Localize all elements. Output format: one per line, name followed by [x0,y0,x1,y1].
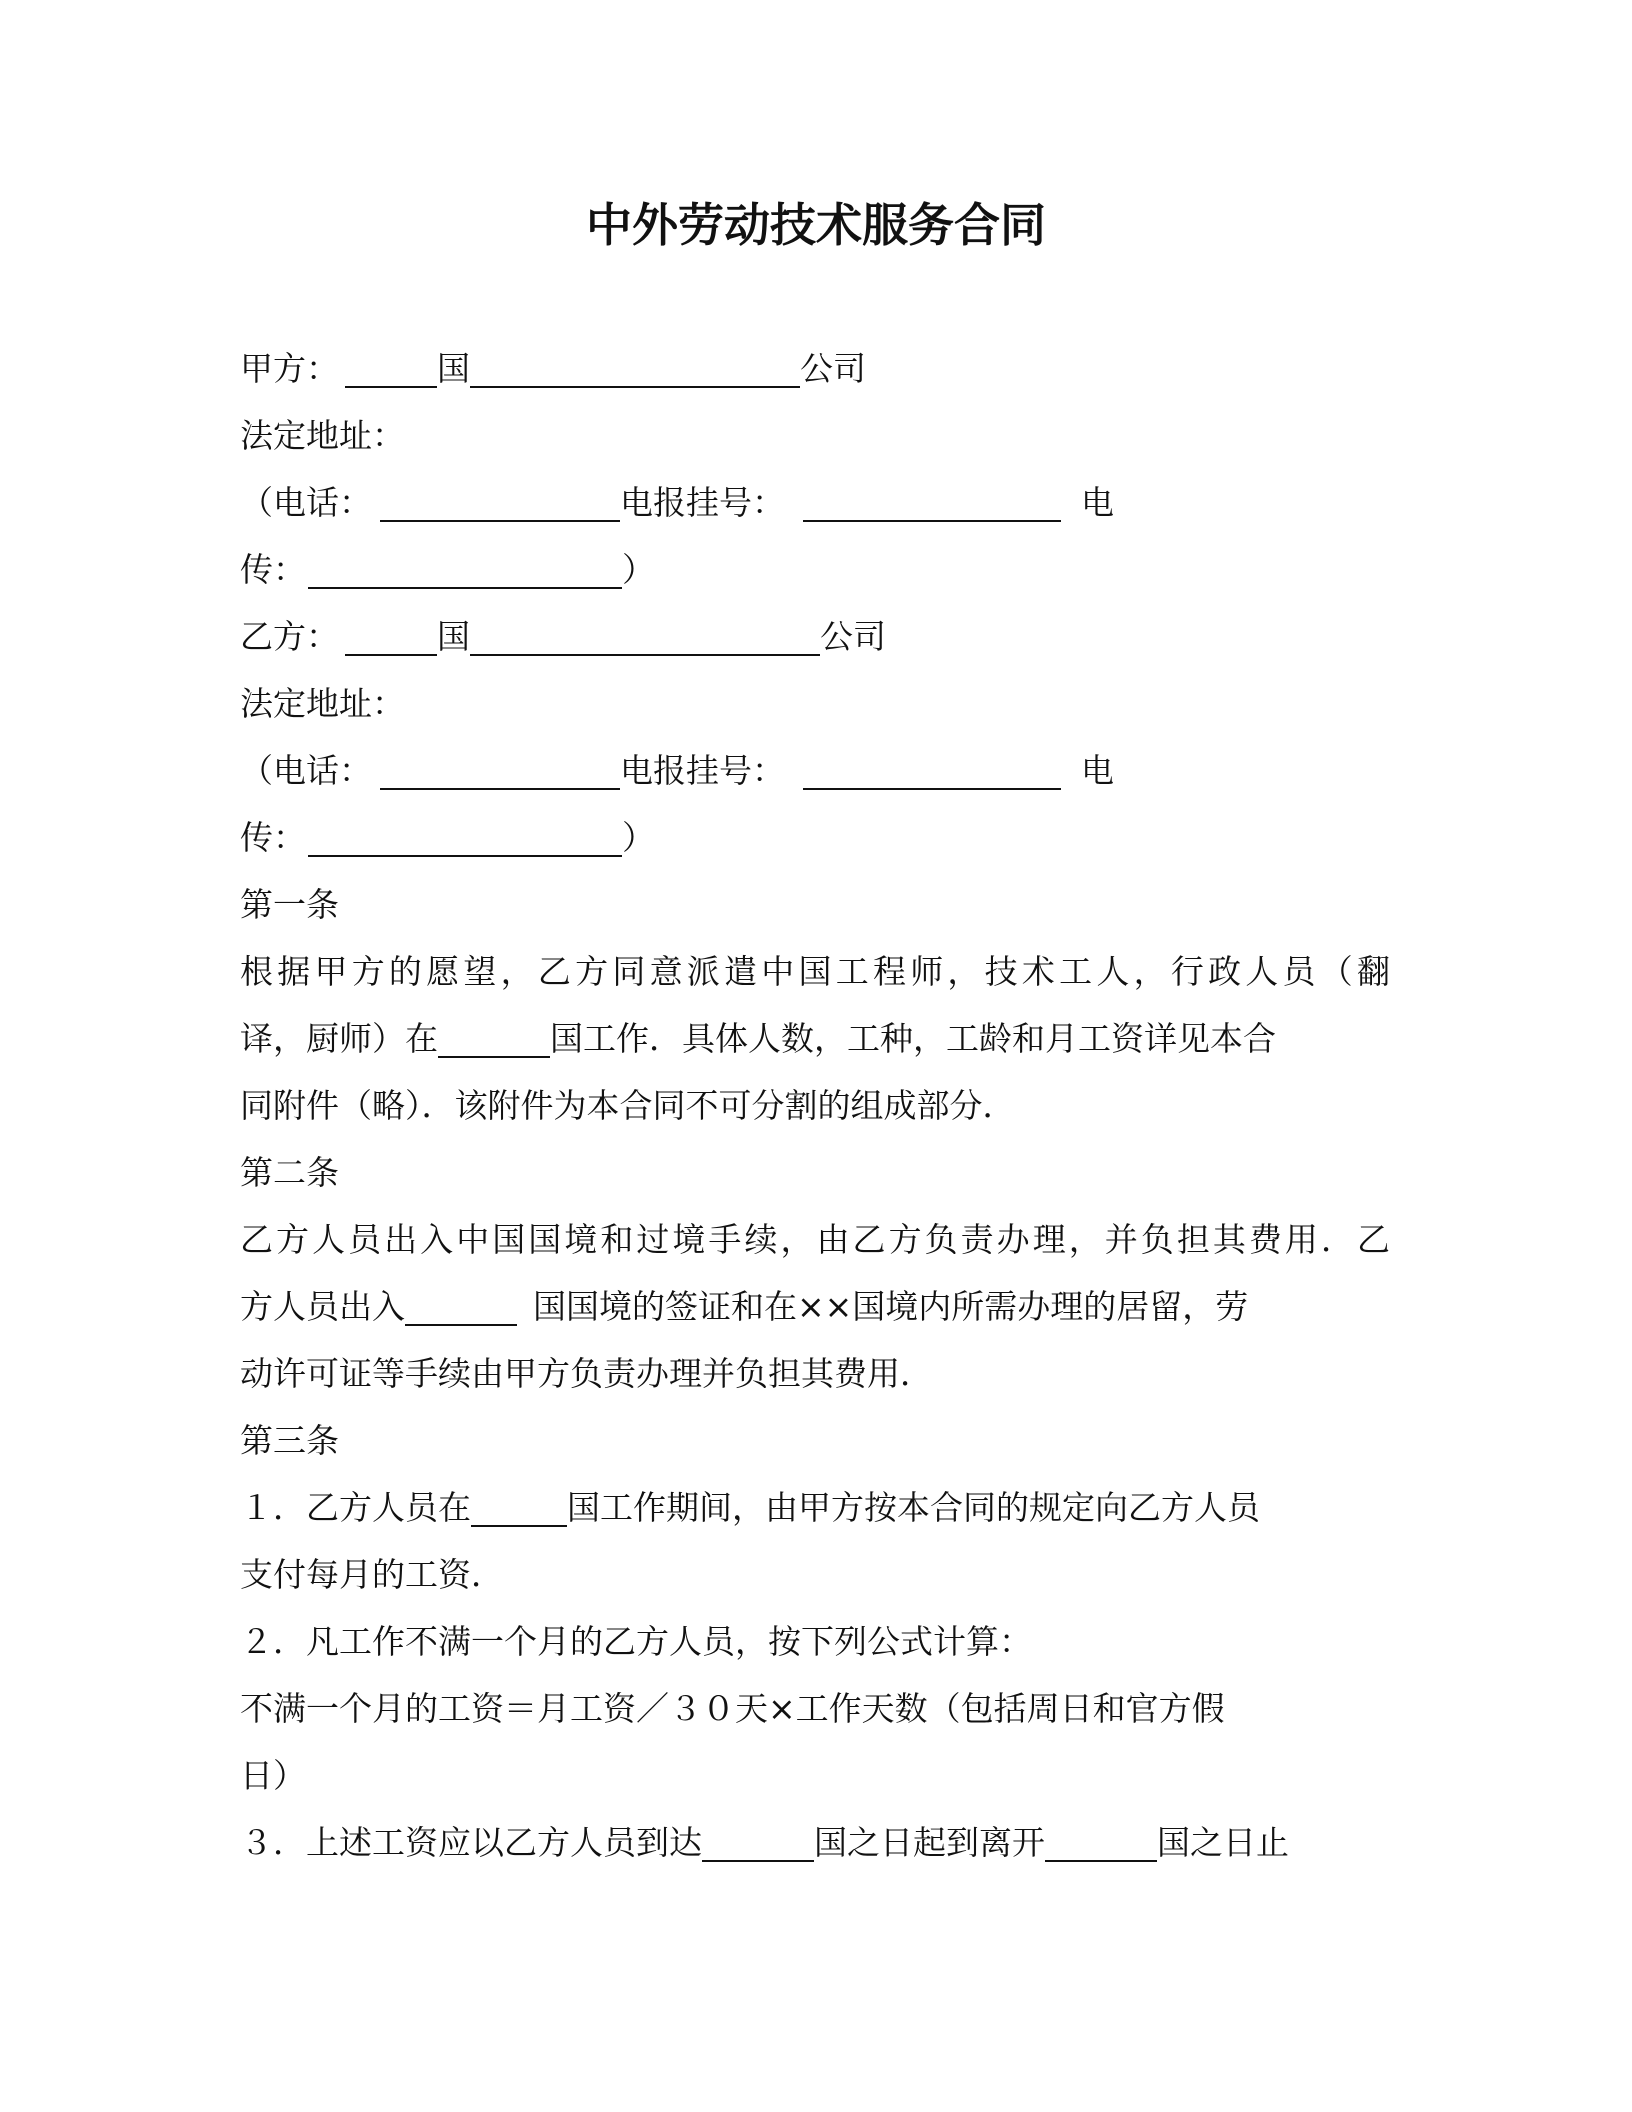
party-a-phone-blank [380,476,620,522]
party-b-company-blank [470,610,820,656]
article3-item3 [240,1809,1390,1876]
party-a-label: 甲方： [240,349,339,388]
article3-item2-line2: 不满一个月的工资＝月工资／３０天×工作天数（包括周日和官方假 [240,1689,1225,1728]
party-a-address-line [240,402,1390,469]
article3-item2-line3: 日） [240,1756,306,1795]
article3-item1-line2: 支付每月的工资． [240,1555,504,1594]
party-a-contact-line [240,469,1390,536]
party-a-fax-label-part2: 传： [240,550,306,589]
document-title: 中外劳动技术服务合同 [586,198,1046,252]
party-a-company-suffix: 公司 [800,349,866,388]
party-a-country-suffix: 国 [437,349,470,388]
party-a-company-blank [470,342,800,388]
party-b-name-line [240,603,1390,670]
article3-heading: 第三条 [240,1421,339,1460]
party-a-country-blank [345,342,437,388]
party-b-telegraph-label: 电报挂号： [620,751,785,790]
article1-line3: 同附件（略）．该附件为本合同不可分割的组成部分． [240,1086,1016,1125]
article3-item3-leave-blank [1045,1816,1157,1862]
article2-line2-post: 国国境的签证和在××国境内所需办理的居留，劳 [533,1287,1249,1326]
party-b-contact-line [240,737,1390,804]
party-b-country-blank [345,610,437,656]
party-b-address-label: 法定地址： [240,684,405,723]
party-a-telegraph-label: 电报挂号： [620,483,785,522]
article2-line2-pre: 方人员出入 [240,1287,405,1326]
article2-heading: 第二条 [240,1153,339,1192]
party-a-name-line [240,335,1390,402]
party-b-country-suffix: 国 [437,617,470,656]
party-b-label: 乙方： [240,617,339,656]
party-b-telegraph-blank [803,744,1061,790]
article3-item1 [240,1474,1390,1541]
article1-heading: 第一条 [240,885,339,924]
party-a-telegraph-blank [803,476,1061,522]
article2-line2 [240,1273,1390,1340]
article1-line1: 根据甲方的愿望，乙方同意派遣中国工程师，技术工人，行政人员（翻 [240,952,1390,991]
party-a-fax-blank [308,543,622,589]
article3-item1-post: 国工作期间，由甲方按本合同的规定向乙方人员 [567,1488,1260,1527]
article3-item1-country-blank [471,1481,567,1527]
article3-item3-mid: 国之日起到离开 [814,1823,1045,1862]
article1-country-blank [438,1012,550,1058]
article1-line2-pre: 译，厨师）在 [240,1019,438,1058]
article3-item3-arrive-blank [702,1816,814,1862]
party-a-close-paren: ） [622,550,655,589]
article3-item2-line1: ２．凡工作不满一个月的乙方人员，按下列公式计算： [240,1622,1032,1661]
party-b-fax-label-part2: 传： [240,818,306,857]
party-b-close-paren: ） [622,818,655,857]
party-a-fax-line [240,536,1390,603]
article2-country-blank [405,1280,517,1326]
document-body [240,335,1390,1876]
article2-line3: 动许可证等手续由甲方负责办理并负担其费用． [240,1354,933,1393]
party-a-phone-label: （电话： [240,483,372,522]
party-b-company-suffix: 公司 [820,617,886,656]
article3-item3-post: 国之日止 [1157,1823,1289,1862]
party-b-phone-blank [380,744,620,790]
party-b-fax-line [240,804,1390,871]
party-b-fax-label-part1: 电 [1081,751,1114,790]
party-b-phone-label: （电话： [240,751,372,790]
party-b-address-line [240,670,1390,737]
article3-item1-pre: １．乙方人员在 [240,1488,471,1527]
article1-line2-post: 国工作．具体人数，工种，工龄和月工资详见本合 [550,1019,1276,1058]
article1-line2 [240,1005,1390,1072]
party-a-fax-label-part1: 电 [1081,483,1114,522]
article3-item3-pre: ３．上述工资应以乙方人员到达 [240,1823,702,1862]
party-a-address-label: 法定地址： [240,416,405,455]
party-b-fax-blank [308,811,622,857]
article2-line1: 乙方人员出入中国国境和过境手续，由乙方负责办理，并负担其费用．乙 [240,1220,1390,1259]
